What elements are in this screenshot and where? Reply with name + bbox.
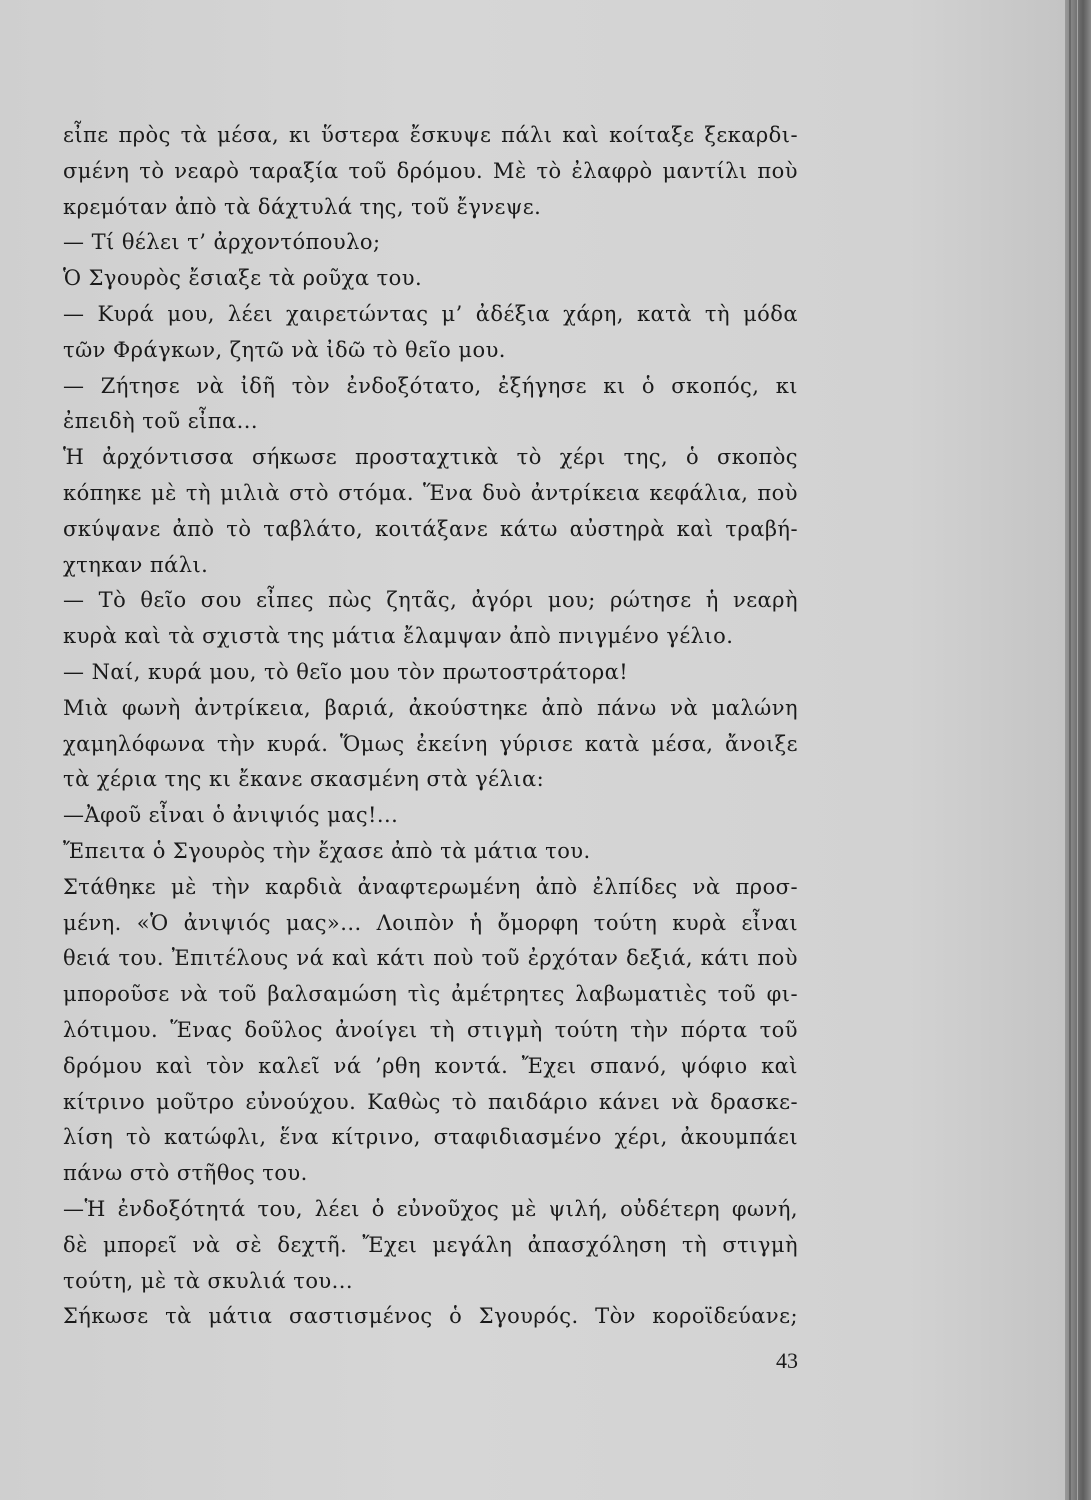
page-edge <box>1065 0 1091 1500</box>
text-line: Ὁ Σγουρὸς ἔσιαξε τὰ ροῦχα του. <box>63 266 423 291</box>
text-line: μποροῦσε νὰ τοῦ βαλσαμώση τὶς ἀμέτρητες λαβωματιὲς τοῦ φι- <box>63 982 798 1007</box>
text-line: κρεμόταν ἀπὸ τὰ δάχτυλά της, τοῦ ἔγνεψε. <box>63 194 542 219</box>
text-line: Ἔπειτα ὁ Σγουρὸς τὴν ἔχασε ἀπὸ τὰ μάτια του. <box>63 838 591 863</box>
text-line: εἶπε πρὸς τὰ μέσα, κι ὕστερα ἔσκυψε πάλι καὶ κοίταξε ξεκαρδι- <box>63 123 798 147</box>
text-line: — Τί θέλει τ’ ἀρχοντόπουλο; <box>63 230 381 255</box>
text-line: λότιμου. Ἕνας δοῦλος ἀνοίγει τὴ στιγμὴ τούτη τὴν πόρτα τοῦ <box>63 1017 798 1042</box>
text-line: τούτη, μὲ τὰ σκυλιά του... <box>63 1268 354 1293</box>
text-line: σμένη τὸ νεαρὸ ταραξία τοῦ δρόμου. Μὲ τὸ ἐλαφρὸ μαντίλι ποὺ <box>63 158 798 183</box>
page-number: 43 <box>776 1348 798 1373</box>
text-line: ἐπειδὴ τοῦ εἶπα... <box>63 409 259 434</box>
text-line: Στάθηκε μὲ τὴν καρδιὰ ἀναφτερωμένη ἀπὸ ἐλπίδες νὰ προσ- <box>63 874 798 899</box>
text-line: θειά του. Ἐπιτέλους νά καὶ κάτι ποὺ τοῦ ἐρχόταν δεξιά, κάτι ποὺ <box>63 946 798 971</box>
text-line: —Ἀφοῦ εἶναι ὁ ἀνιψιός μας!... <box>63 803 399 828</box>
text-line: — Ναί, κυρά μου, τὸ θεῖο μου τὸν πρωτοστράτορα! <box>63 659 629 684</box>
text-line: μένη. «Ὁ ἀνιψιός μας»... Λοιπὸν ἡ ὄμορφη τούτη κυρὰ εἶναι <box>63 910 798 935</box>
text-line: λίση τὸ κατώφλι, ἕνα κίτρινο, σταφιδιασμένο χέρι, ἀκουμπάει <box>63 1125 798 1150</box>
text-line: κόπηκε μὲ τὴ μιλιὰ στὸ στόμα. Ἕνα δυὸ ἀντρίκεια κεφάλια, ποὺ <box>63 480 798 505</box>
text-line: κίτρινο μοῦτρο εὐνούχου. Καθὼς τὸ παιδάριο κάνει νὰ δρασκε- <box>63 1089 798 1114</box>
text-line: — Κυρά μου, λέει χαιρετώντας μ’ ἀδέξια χάρη, κατὰ τὴ μόδα <box>63 301 798 326</box>
text-line: — Ζήτησε νὰ ἰδῆ τὸν ἐνδοξότατο, ἐξήγησε κι ὁ σκοπός, κι <box>63 373 798 398</box>
text-line: σκύψανε ἀπὸ τὸ ταβλάτο, κοιτάξανε κάτω αὐστηρὰ καὶ τραβή- <box>63 516 798 541</box>
text-line: — Τὸ θεῖο σου εἶπες πὼς ζητᾶς, ἀγόρι μου; ρώτησε ἡ νεαρὴ <box>63 588 798 613</box>
text-line: —Ἡ ἐνδοξότητά του, λέει ὁ εὐνοῦχος μὲ ψιλή, οὐδέτερη φωνή, <box>63 1196 798 1221</box>
text-line: τὰ χέρια της κι ἔκανε σκασμένη στὰ γέλια: <box>63 767 545 792</box>
text-line: κυρὰ καὶ τὰ σχιστὰ της μάτια ἔλαμψαν ἀπὸ πνιγμένο γέλιο. <box>63 624 734 649</box>
text-line: Ἡ ἀρχόντισσα σήκωσε προσταχτικὰ τὸ χέρι της, ὁ σκοπὸς <box>63 445 798 470</box>
body-text <box>63 118 798 1335</box>
text-line: Μιὰ φωνὴ ἀντρίκεια, βαριά, ἀκούστηκε ἀπὸ πάνω νὰ μαλώνη <box>63 695 798 720</box>
text-line: Σήκωσε τὰ μάτια σαστισμένος ὁ Σγουρός. Τὸν κοροϊδεύανε; <box>63 1304 798 1329</box>
text-line: πάνω στὸ στῆθος του. <box>63 1161 308 1186</box>
text-line: χτηκαν πάλι. <box>63 552 209 577</box>
text-line: δρόμου καὶ τὸν καλεῖ νά ’ρθη κοντά. Ἔχει σπανό, ψόφιο καὶ <box>63 1053 798 1078</box>
text-line: χαμηλόφωνα τὴν κυρά. Ὅμως ἐκείνη γύρισε κατὰ μέσα, ἄνοιξε <box>63 731 798 756</box>
text-line: δὲ μπορεῖ νὰ σὲ δεχτῆ. Ἔχει μεγάλη ἀπασχόληση τὴ στιγμὴ <box>63 1232 798 1257</box>
text-line: τῶν Φράγκων, ζητῶ νὰ ἰδῶ τὸ θεῖο μου. <box>63 337 506 362</box>
